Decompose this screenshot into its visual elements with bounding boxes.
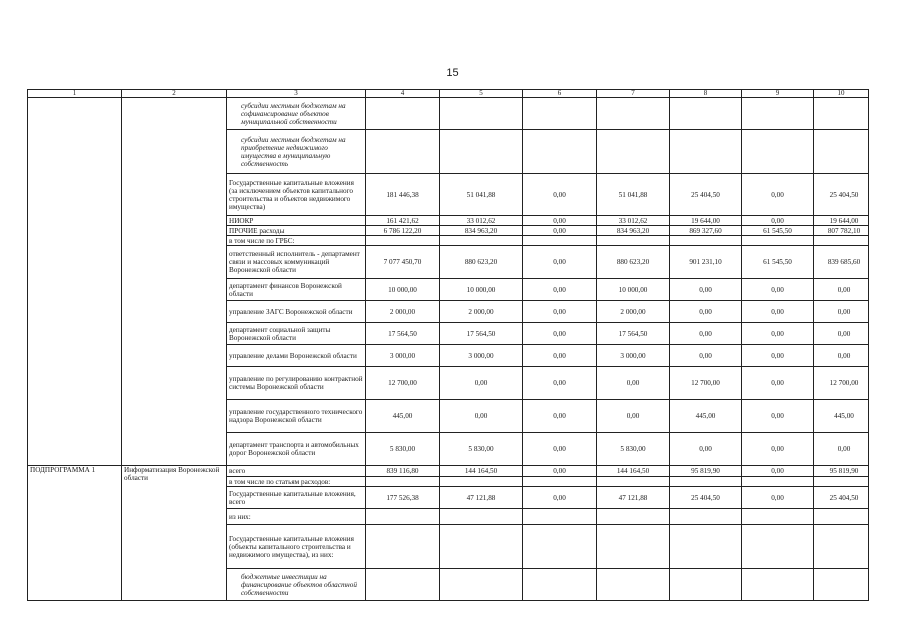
value-cell xyxy=(523,477,597,487)
value-cell xyxy=(440,236,523,246)
value-cell: 0,00 xyxy=(523,466,597,477)
column-header: 8 xyxy=(670,90,742,98)
value-cell: 0,00 xyxy=(440,367,523,400)
value-cell xyxy=(440,525,523,569)
column-header: 1 xyxy=(28,90,122,98)
value-cell: 0,00 xyxy=(523,174,597,216)
value-cell: 95 819,90 xyxy=(814,466,869,477)
value-cell xyxy=(523,509,597,525)
value-cell: 807 782,10 xyxy=(814,226,869,236)
value-cell: 0,00 xyxy=(742,279,814,301)
value-cell: 3 000,00 xyxy=(597,345,670,367)
value-cell: 2 000,00 xyxy=(366,301,440,323)
column-header: 3 xyxy=(227,90,366,98)
value-cell xyxy=(366,236,440,246)
value-cell: 0,00 xyxy=(523,279,597,301)
value-cell xyxy=(742,98,814,130)
value-cell: 0,00 xyxy=(742,174,814,216)
value-cell xyxy=(597,569,670,601)
value-cell: 25 404,50 xyxy=(670,487,742,509)
value-cell xyxy=(597,525,670,569)
row-description: НИОКР xyxy=(227,216,366,226)
value-cell: 5 830,00 xyxy=(597,433,670,466)
value-cell: 0,00 xyxy=(814,345,869,367)
value-cell xyxy=(814,509,869,525)
value-cell: 0,00 xyxy=(597,367,670,400)
row-description: в том числе по ГРБС: xyxy=(227,236,366,246)
value-cell xyxy=(440,569,523,601)
value-cell: 0,00 xyxy=(814,433,869,466)
value-cell: 33 012,62 xyxy=(597,216,670,226)
value-cell: 0,00 xyxy=(742,367,814,400)
value-cell: 0,00 xyxy=(742,487,814,509)
row-description: Государственные капитальные вложения (объекты капитального строительства и недвижимого имущества), из них: xyxy=(227,525,366,569)
value-cell: 0,00 xyxy=(742,433,814,466)
value-cell: 0,00 xyxy=(523,301,597,323)
value-cell: 17 564,50 xyxy=(440,323,523,345)
value-cell xyxy=(597,236,670,246)
column-header: 7 xyxy=(597,90,670,98)
value-cell: 47 121,88 xyxy=(440,487,523,509)
value-cell xyxy=(742,477,814,487)
value-cell xyxy=(440,130,523,174)
subprogram-label: ПОДПРОГРАММА 1 xyxy=(28,466,122,601)
value-cell: 181 446,38 xyxy=(366,174,440,216)
value-cell: 880 623,20 xyxy=(597,246,670,279)
value-cell xyxy=(366,569,440,601)
value-cell: 3 000,00 xyxy=(366,345,440,367)
value-cell xyxy=(366,98,440,130)
value-cell: 61 545,50 xyxy=(742,226,814,236)
value-cell: 880 623,20 xyxy=(440,246,523,279)
value-cell: 10 000,00 xyxy=(597,279,670,301)
row-description: Государственные капитальные вложения, всего xyxy=(227,487,366,509)
value-cell xyxy=(523,569,597,601)
value-cell: 25 404,50 xyxy=(670,174,742,216)
value-cell: 6 786 122,20 xyxy=(366,226,440,236)
value-cell: 144 164,50 xyxy=(440,466,523,477)
value-cell xyxy=(366,477,440,487)
value-cell: 25 404,50 xyxy=(814,174,869,216)
value-cell xyxy=(523,236,597,246)
value-cell: 61 545,50 xyxy=(742,246,814,279)
value-cell xyxy=(366,130,440,174)
table-row xyxy=(28,98,869,130)
value-cell: 0,00 xyxy=(670,301,742,323)
value-cell: 17 564,50 xyxy=(366,323,440,345)
value-cell: 17 564,50 xyxy=(597,323,670,345)
value-cell xyxy=(670,236,742,246)
value-cell xyxy=(670,98,742,130)
value-cell: 834 963,20 xyxy=(440,226,523,236)
value-cell xyxy=(670,509,742,525)
value-cell: 0,00 xyxy=(523,345,597,367)
value-cell: 445,00 xyxy=(814,400,869,433)
value-cell xyxy=(814,130,869,174)
value-cell: 445,00 xyxy=(366,400,440,433)
value-cell: 0,00 xyxy=(670,345,742,367)
value-cell xyxy=(814,525,869,569)
column-header: 2 xyxy=(122,90,227,98)
value-cell: 834 963,20 xyxy=(597,226,670,236)
value-cell xyxy=(597,130,670,174)
value-cell: 445,00 xyxy=(670,400,742,433)
value-cell: 47 121,88 xyxy=(597,487,670,509)
value-cell: 839 685,60 xyxy=(814,246,869,279)
value-cell: 0,00 xyxy=(670,279,742,301)
value-cell: 0,00 xyxy=(670,323,742,345)
value-cell: 0,00 xyxy=(523,226,597,236)
value-cell: 10 000,00 xyxy=(366,279,440,301)
row-description: управление по регулированию контрактной системы Воронежской области xyxy=(227,367,366,400)
value-cell: 7 077 450,70 xyxy=(366,246,440,279)
value-cell: 0,00 xyxy=(440,400,523,433)
value-cell: 2 000,00 xyxy=(597,301,670,323)
page-number: 15 xyxy=(446,67,459,79)
row-description: субсидии местным бюджетам на приобретение недвижимого имущества в муниципальную собственность xyxy=(227,130,366,174)
row-description: департамент транспорта и автомобильных дорог Воронежской области xyxy=(227,433,366,466)
value-cell xyxy=(742,509,814,525)
column-header: 9 xyxy=(742,90,814,98)
row-description: ПРОЧИЕ расходы xyxy=(227,226,366,236)
value-cell: 144 164,50 xyxy=(597,466,670,477)
column-header: 4 xyxy=(366,90,440,98)
value-cell: 0,00 xyxy=(742,323,814,345)
value-cell: 0,00 xyxy=(523,216,597,226)
row-description: из них: xyxy=(227,509,366,525)
row-description: Государственные капитальные вложения (за исключением объектов капитального строительства и объектов недвижимого имущества) xyxy=(227,174,366,216)
value-cell: 12 700,00 xyxy=(366,367,440,400)
value-cell: 0,00 xyxy=(742,466,814,477)
value-cell: 0,00 xyxy=(814,323,869,345)
value-cell xyxy=(670,569,742,601)
column-header: 10 xyxy=(814,90,869,98)
value-cell: 3 000,00 xyxy=(440,345,523,367)
value-cell xyxy=(597,477,670,487)
value-cell: 0,00 xyxy=(523,367,597,400)
value-cell xyxy=(523,130,597,174)
value-cell xyxy=(523,98,597,130)
column-header: 5 xyxy=(440,90,523,98)
value-cell xyxy=(742,525,814,569)
row-description: субсидии местным бюджетам на софинансирование объектов муниципальной собственности xyxy=(227,98,366,130)
value-cell xyxy=(523,525,597,569)
row-description: департамент социальной защиты Воронежской области xyxy=(227,323,366,345)
value-cell: 12 700,00 xyxy=(670,367,742,400)
budget-table xyxy=(27,89,869,601)
value-cell: 0,00 xyxy=(523,487,597,509)
value-cell xyxy=(440,477,523,487)
row-description: ответственный исполнитель - департамент связи и массовых коммуникаций Воронежской области xyxy=(227,246,366,279)
value-cell: 0,00 xyxy=(523,323,597,345)
value-cell xyxy=(670,477,742,487)
value-cell: 19 644,00 xyxy=(814,216,869,226)
value-cell: 161 421,62 xyxy=(366,216,440,226)
col1-cell xyxy=(28,98,122,466)
value-cell xyxy=(670,525,742,569)
row-description: всего xyxy=(227,466,366,477)
value-cell xyxy=(742,569,814,601)
value-cell: 33 012,62 xyxy=(440,216,523,226)
value-cell: 95 819,90 xyxy=(670,466,742,477)
value-cell: 177 526,38 xyxy=(366,487,440,509)
row-description: управление ЗАГС Воронежской области xyxy=(227,301,366,323)
value-cell: 0,00 xyxy=(523,246,597,279)
column-header: 6 xyxy=(523,90,597,98)
value-cell: 0,00 xyxy=(742,345,814,367)
value-cell: 0,00 xyxy=(523,433,597,466)
value-cell: 0,00 xyxy=(597,400,670,433)
row-description: департамент финансов Воронежской области xyxy=(227,279,366,301)
subprogram-title: Информатизация Воронежской области xyxy=(122,466,227,601)
column-number-row xyxy=(28,90,869,98)
value-cell xyxy=(440,509,523,525)
value-cell xyxy=(814,98,869,130)
value-cell xyxy=(814,236,869,246)
value-cell xyxy=(440,98,523,130)
value-cell: 5 830,00 xyxy=(366,433,440,466)
value-cell xyxy=(742,236,814,246)
value-cell xyxy=(597,98,670,130)
value-cell: 51 041,88 xyxy=(597,174,670,216)
value-cell: 5 830,00 xyxy=(440,433,523,466)
value-cell: 0,00 xyxy=(742,400,814,433)
value-cell: 10 000,00 xyxy=(440,279,523,301)
row-description: бюджетные инвестиции на финансирование объектов областной собственности xyxy=(227,569,366,601)
value-cell: 19 644,00 xyxy=(670,216,742,226)
value-cell: 839 116,80 xyxy=(366,466,440,477)
value-cell xyxy=(670,130,742,174)
row-description: управление делами Воронежской области xyxy=(227,345,366,367)
value-cell: 0,00 xyxy=(523,400,597,433)
value-cell xyxy=(814,569,869,601)
value-cell: 0,00 xyxy=(742,301,814,323)
row-description: управление государственного технического надзора Воронежской области xyxy=(227,400,366,433)
value-cell: 901 231,10 xyxy=(670,246,742,279)
value-cell: 0,00 xyxy=(814,279,869,301)
value-cell xyxy=(366,509,440,525)
table-row xyxy=(28,466,869,477)
value-cell: 51 041,88 xyxy=(440,174,523,216)
col2-cell xyxy=(122,98,227,466)
value-cell xyxy=(366,525,440,569)
value-cell xyxy=(814,477,869,487)
value-cell: 869 327,60 xyxy=(670,226,742,236)
value-cell: 2 000,00 xyxy=(440,301,523,323)
value-cell: 25 404,50 xyxy=(814,487,869,509)
row-description: в том числе по статьям расходов: xyxy=(227,477,366,487)
value-cell xyxy=(597,509,670,525)
value-cell xyxy=(742,130,814,174)
value-cell: 0,00 xyxy=(670,433,742,466)
value-cell: 0,00 xyxy=(814,301,869,323)
value-cell: 0,00 xyxy=(742,216,814,226)
value-cell: 12 700,00 xyxy=(814,367,869,400)
